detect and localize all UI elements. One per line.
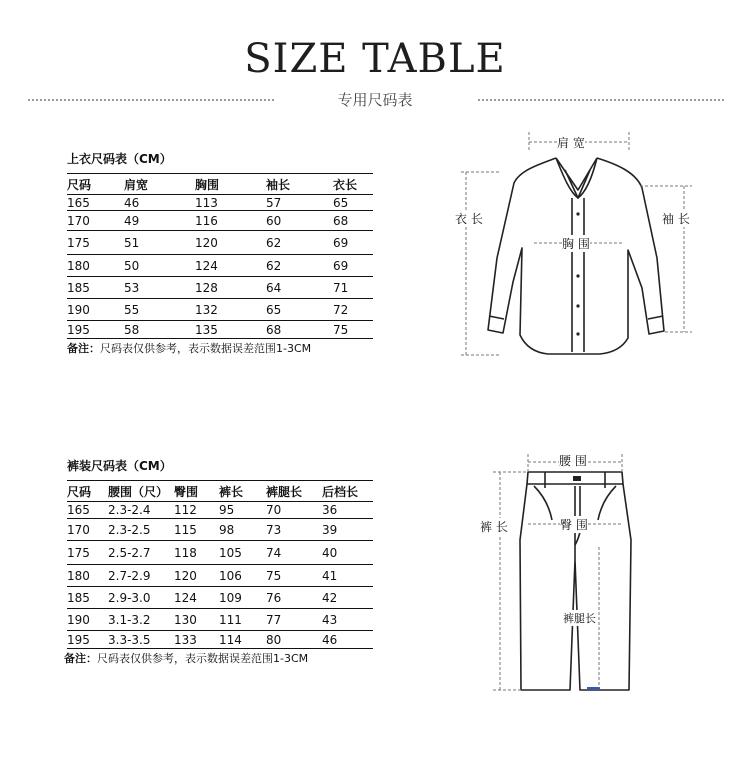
table-cell: 41: [322, 565, 373, 587]
table-cell: 62: [266, 255, 333, 277]
table-cell: 105: [219, 541, 266, 565]
table-cell: 185: [67, 587, 108, 609]
label-pants-length: 裤 长: [480, 520, 508, 534]
label-chest: 胸 围: [562, 237, 590, 251]
page-subtitle: 专用尺码表: [337, 91, 413, 109]
table-cell: 113: [195, 195, 266, 211]
table-cell: 69: [333, 231, 373, 255]
table-cell: 95: [219, 502, 266, 519]
table-cell: 118: [174, 541, 219, 565]
table-cell: 190: [67, 609, 108, 631]
table-cell: 3.1-3.2: [108, 609, 174, 631]
table-cell: 133: [174, 631, 219, 649]
table-cell: 60: [266, 211, 333, 231]
page-title: SIZE TABLE: [244, 36, 506, 82]
table-cell: 180: [67, 565, 108, 587]
table-cell: 55: [124, 299, 195, 321]
col-header: 肩宽: [124, 174, 195, 195]
table-cell: 114: [219, 631, 266, 649]
col-header: 后档长: [322, 481, 373, 502]
table-cell: 124: [174, 587, 219, 609]
table-cell: 185: [67, 277, 124, 299]
table-cell: 124: [195, 255, 266, 277]
table-cell: 39: [322, 519, 373, 541]
table-cell: 80: [266, 631, 322, 649]
table-cell: 64: [266, 277, 333, 299]
table-cell: 130: [174, 609, 219, 631]
table-cell: 62: [266, 231, 333, 255]
pants-table-title: 裤装尺码表（CM）: [67, 459, 172, 473]
label-waist: 腰 围: [559, 454, 587, 468]
col-header: 臀围: [174, 481, 219, 502]
table-cell: 58: [124, 321, 195, 339]
table-cell: 42: [322, 587, 373, 609]
col-header: 衣长: [333, 174, 373, 195]
table-cell: 53: [124, 277, 195, 299]
table-cell: 2.9-3.0: [108, 587, 174, 609]
table-cell: 50: [124, 255, 195, 277]
table-cell: 109: [219, 587, 266, 609]
table-cell: 170: [67, 519, 108, 541]
col-header: 袖长: [266, 174, 333, 195]
col-header: 尺码: [67, 481, 108, 502]
table-cell: 175: [67, 231, 124, 255]
col-header: 胸围: [195, 174, 266, 195]
col-header: 尺码: [67, 174, 124, 195]
label-sleeve: 袖 长: [662, 212, 690, 226]
table-cell: 111: [219, 609, 266, 631]
table-cell: 3.3-3.5: [108, 631, 174, 649]
table-cell: 71: [333, 277, 373, 299]
table-cell: 120: [195, 231, 266, 255]
shirt-table-title: 上衣尺码表（CM）: [67, 152, 172, 166]
note-text: 尺码表仅供参考，表示数据误差范围1-3CM: [100, 342, 312, 355]
table-cell: 2.3-2.4: [108, 502, 174, 519]
note-label: 备注：: [67, 342, 100, 355]
table-cell: 175: [67, 541, 108, 565]
table-cell: 57: [266, 195, 333, 211]
table-cell: 106: [219, 565, 266, 587]
table-cell: 77: [266, 609, 322, 631]
table-cell: 195: [67, 631, 108, 649]
table-cell: 76: [266, 587, 322, 609]
table-cell: 65: [333, 195, 373, 211]
table-cell: 180: [67, 255, 124, 277]
table-cell: 116: [195, 211, 266, 231]
table-cell: 135: [195, 321, 266, 339]
label-leg-length: 裤腿长: [563, 612, 596, 625]
table-cell: 165: [67, 195, 124, 211]
table-cell: 98: [219, 519, 266, 541]
note-label: 备注：: [64, 652, 97, 665]
table-cell: 40: [322, 541, 373, 565]
table-cell: 74: [266, 541, 322, 565]
note-text: 尺码表仅供参考，表示数据误差范围1-3CM: [97, 652, 309, 665]
table-cell: 115: [174, 519, 219, 541]
table-cell: 36: [322, 502, 373, 519]
table-cell: 46: [124, 195, 195, 211]
table-cell: 73: [266, 519, 322, 541]
table-cell: 195: [67, 321, 124, 339]
table-cell: 70: [266, 502, 322, 519]
table-cell: 128: [195, 277, 266, 299]
table-cell: 2.5-2.7: [108, 541, 174, 565]
label-shirt-length: 衣 长: [455, 212, 483, 226]
table-cell: 112: [174, 502, 219, 519]
table-cell: 49: [124, 211, 195, 231]
table-cell: 170: [67, 211, 124, 231]
table-cell: 68: [266, 321, 333, 339]
table-cell: 75: [333, 321, 373, 339]
table-cell: 72: [333, 299, 373, 321]
table-cell: 43: [322, 609, 373, 631]
table-cell: 75: [266, 565, 322, 587]
table-cell: 190: [67, 299, 124, 321]
table-cell: 46: [322, 631, 373, 649]
table-cell: 165: [67, 502, 108, 519]
table-cell: 69: [333, 255, 373, 277]
table-cell: 120: [174, 565, 219, 587]
table-cell: 132: [195, 299, 266, 321]
col-header: 裤长: [219, 481, 266, 502]
table-cell: 2.7-2.9: [108, 565, 174, 587]
table-cell: 2.3-2.5: [108, 519, 174, 541]
table-cell: 65: [266, 299, 333, 321]
table-cell: 51: [124, 231, 195, 255]
label-hip: 臀 围: [560, 518, 588, 532]
table-cell: 68: [333, 211, 373, 231]
col-header: 裤腿长: [266, 481, 322, 502]
col-header: 腰围（尺）: [108, 481, 174, 502]
label-shoulder: 肩 宽: [557, 136, 585, 150]
